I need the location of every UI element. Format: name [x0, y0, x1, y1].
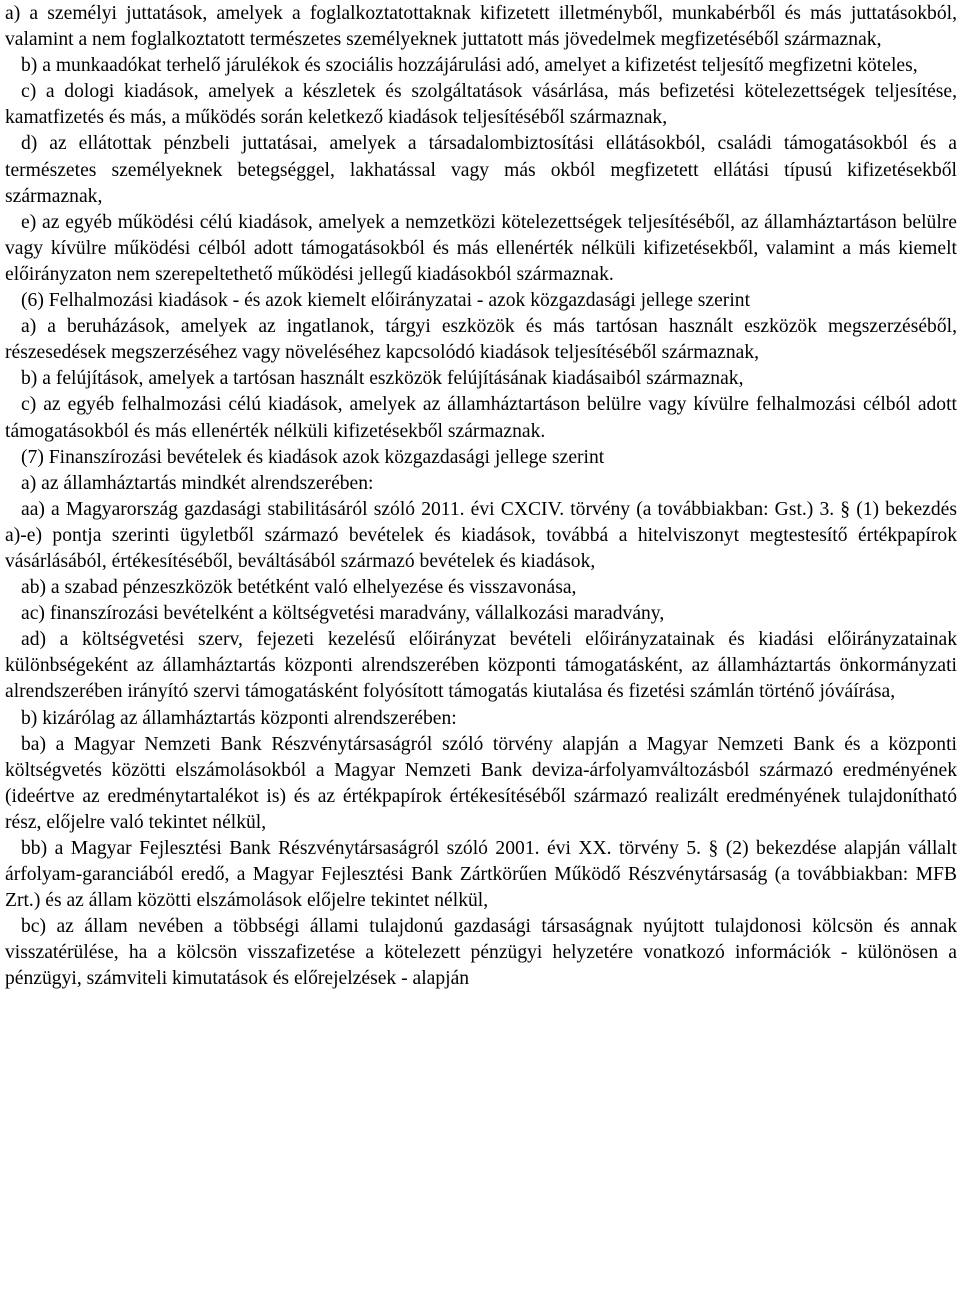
paragraph-7ab: ab) a szabad pénzeszközök betétként való elhelyezése és visszavonása, [21, 577, 577, 599]
paragraph-5c: c) a dologi kiadások, amelyek a készletek és szolgáltatások vásárlása, más befizetési kötelezettségek teljesítése, kamatfizetés és más, a működés során keletkező kiadások teljesítéséből származnak, [5, 81, 957, 129]
paragraph-6-heading: (6) Felhalmozási kiadások - és azok kiemelt előirányzatai - azok közgazdasági jellege szerint [21, 290, 751, 312]
paragraph-7b: b) kizárólag az államháztartás központi alrendszerében: [21, 707, 457, 729]
paragraph-7aa: aa) a Magyarország gazdasági stabilitásáról szóló 2011. évi CXCIV. törvény (a továbbiakban: Gst.) 3. § (1) bekezdés a)-e) pontja szerinti ügyletből származó bevételek és kiadások, továbbá a hitelviszonyt megtestesítő értékpapírok vásárlásából, értékesítéséből, beváltásából származó bevételek és kiadások, [5, 498, 957, 572]
document-page [5, 1, 957, 993]
paragraph-7ad: ad) a költségvetési szerv, fejezeti kezelésű előirányzat bevételi előirányzatainak és kiadási előirányzatainak különbségeként az államháztartás központi alrendszerében központi támogatásként, az államháztartás önkormányzati alrendszerében irányító szervi támogatásként folyósított támogatás kiutalása és fizetési számlán történő jóváírása, [5, 629, 957, 703]
paragraph-7a: a) az államháztartás mindkét alrendszerében: [21, 472, 374, 494]
paragraph-5b: b) a munkaadókat terhelő járulékok és szociális hozzájárulási adó, amelyet a kifizetést teljesítő megfizetni köteles, [21, 55, 918, 77]
paragraph-7ac: ac) finanszírozási bevételként a költségvetési maradvány, vállalkozási maradvány, [21, 603, 665, 625]
paragraph-6b: b) a felújítások, amelyek a tartósan használt eszközök felújításának kiadásaiból származnak, [21, 368, 744, 390]
paragraph-7bb: bb) a Magyar Fejlesztési Bank Részvénytársaságról szóló 2001. évi XX. törvény 5. § (2) bekezdése alapján vállalt árfolyam-garanciából eredő, a Magyar Fejlesztési Bank Zártkörűen Működő Részvénytársaság (a továbbiakban: MFB Zrt.) és az állam közötti elszámolások előjelre tekintet nélkül, [5, 838, 957, 912]
paragraph-7-heading: (7) Finanszírozási bevételek és kiadások azok közgazdasági jellege szerint [21, 446, 605, 468]
paragraph-7bc: bc) az állam nevében a többségi állami tulajdonú gazdasági társaságnak nyújtott tulajdonosi kölcsön és annak visszatérülése, ha a kölcsön visszafizetése a kötelezett pénzügyi helyzetére vonatkozó információk - különösen a pénzügyi, számviteli kimutatások és előrejelzések - alapján [5, 916, 957, 990]
paragraph-6c: c) az egyéb felhalmozási célú kiadások, amelyek az államháztartáson belülre vagy kívülre felhalmozási célból adott támogatásokból és más ellenérték nélküli kifizetésekből származnak. [5, 394, 957, 442]
paragraph-5d: d) az ellátottak pénzbeli juttatásai, amelyek a társadalombiztosítási ellátásokból, családi támogatásokból és a természetes személyeknek betegséggel, lakhatással vagy más okból megfizetett ellátási típusú kifizetésekből származnak, [5, 133, 957, 207]
paragraph-6a: a) a beruházások, amelyek az ingatlanok, tárgyi eszközök és más tartósan használt eszközök megszerzéséből, részesedések megszerzéséhez vagy növeléséhez kapcsolódó kiadások teljesítéséből származnak, [5, 316, 957, 364]
paragraph-5e: e) az egyéb működési célú kiadások, amelyek a nemzetközi kötelezettségek teljesítéséből, az államháztartáson belülre vagy kívülre működési célból adott támogatásokból és más ellenérték nélküli kifizetésekből, valamint a más kiemelt előirányzaton nem szerepeltethető működési jellegű kiadásokból származnak. [5, 211, 957, 285]
paragraph-5a: a) a személyi juttatások, amelyek a foglalkoztatottaknak kifizetett illetményből, munkabérből és más juttatásokból, valamint a nem foglalkoztatott természetes személyeknek juttatott más jövedelmek megfizetéséből származnak, [5, 3, 957, 51]
paragraph-7ba: ba) a Magyar Nemzeti Bank Részvénytársaságról szóló törvény alapján a Magyar Nemzeti Bank és a központi költségvetés közötti elszámolásokból a Magyar Nemzeti Bank deviza-árfolyamváltozásból származó eredményének (ideértve az eredménytartalékot is) és az értékpapírok értékesítéséből származó realizált eredményének tulajdonítható rész, előjelre való tekintet nélkül, [5, 733, 957, 833]
